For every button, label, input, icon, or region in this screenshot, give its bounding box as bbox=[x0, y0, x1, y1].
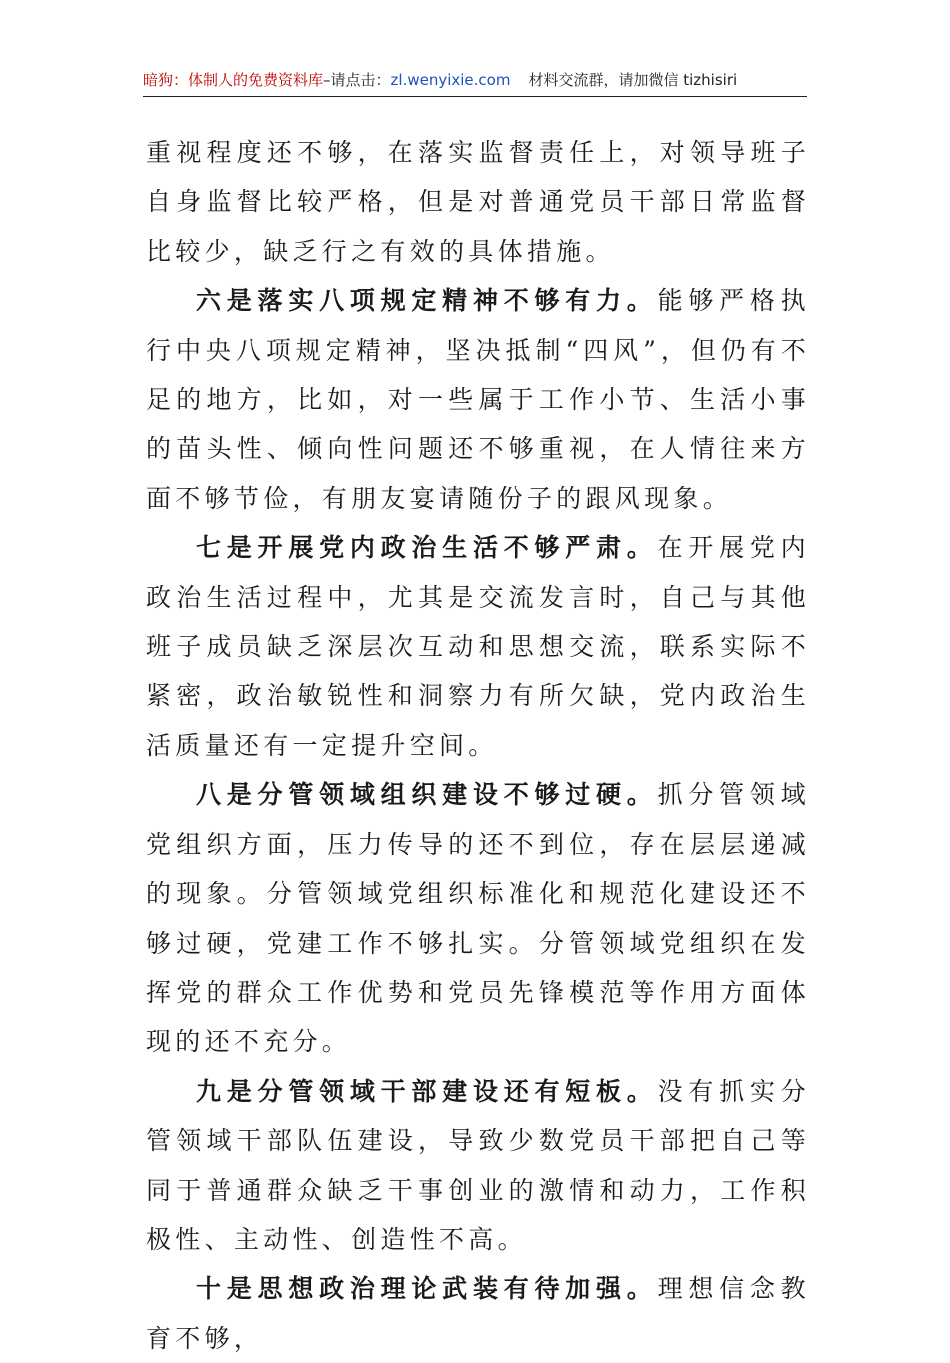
document-body bbox=[146, 128, 810, 1363]
paragraph-text: 重视程度还不够，在落实监督责任上，对领导班子自身监督比较严格，但是对普通党员干部日常监督比较少，缺乏行之有效的具体措施。 bbox=[146, 138, 810, 266]
paragraph-heading: 八是分管领域组织建设不够过硬。 bbox=[196, 780, 658, 810]
header-click-prompt: –请点击： bbox=[323, 71, 391, 89]
paragraph-item-7 bbox=[146, 523, 810, 770]
page-header bbox=[143, 66, 807, 97]
header-url-link[interactable]: zl.wenyixie.com bbox=[390, 71, 511, 89]
header-site-name: 暗狗：体制人的免费资料库 bbox=[143, 71, 324, 89]
paragraph-text: 抓分管领域党组织方面，压力传导的还不到位，存在层层递减的现象。分管领域党组织标准化和规范化建设还不够过硬，党建工作不够扎实。分管领域党组织在发挥党的群众工作优势和党员先锋模范等作用方面体现的还不充分。 bbox=[146, 780, 810, 1057]
paragraph-heading: 六是落实八项规定精神不够有力。 bbox=[196, 286, 658, 316]
paragraph-item-6 bbox=[146, 276, 810, 523]
header-group-text: 材料交流群，请加微信 tizhisiri bbox=[528, 71, 738, 89]
paragraph-continuation bbox=[146, 128, 810, 276]
paragraph-item-10 bbox=[146, 1264, 810, 1363]
paragraph-text: 理想信念教育不够， bbox=[146, 1274, 810, 1353]
paragraph-heading: 九是分管领域干部建设还有短板。 bbox=[196, 1076, 658, 1106]
paragraph-text: 在开展党内政治生活过程中，尤其是交流发言时，自己与其他班子成员缺乏深层次互动和思想交流，联系实际不紧密，政治敏锐性和洞察力有所欠缺，党内政治生活质量还有一定提升空间。 bbox=[146, 533, 810, 760]
paragraph-heading: 七是开展党内政治生活不够严肃。 bbox=[196, 533, 658, 563]
paragraph-text: 没有抓实分管领域干部队伍建设，导致少数党员干部把自己等同于普通群众缺乏干事创业的激情和动力，工作积极性、主动性、创造性不高。 bbox=[146, 1076, 810, 1254]
paragraph-item-9 bbox=[146, 1067, 810, 1265]
paragraph-heading: 十是思想政治理论武装有待加强。 bbox=[196, 1274, 658, 1304]
paragraph-text: 能够严格执行中央八项规定精神，坚决抵制“四风”，但仍有不足的地方，比如，对一些属于工作小节、生活小事的苗头性、倾向性问题还不够重视，在人情往来方面不够节俭，有朋友宴请随份子的跟风现象。 bbox=[146, 286, 810, 513]
paragraph-item-8 bbox=[146, 770, 810, 1066]
